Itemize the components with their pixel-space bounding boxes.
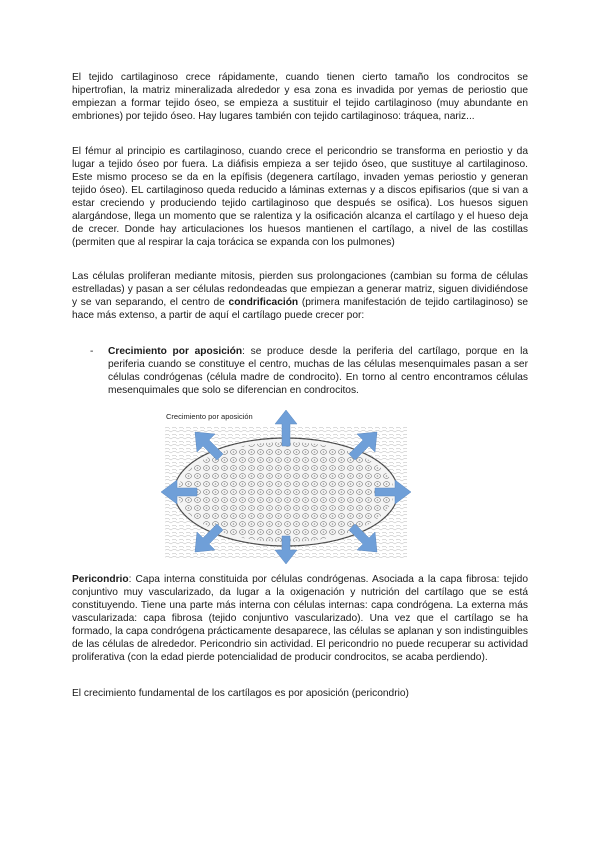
- paragraph-conclusion: El crecimiento fundamental de los cartílagos es por aposición (pericondrio): [72, 688, 409, 699]
- paragraph-cell-proliferation: [72, 270, 528, 322]
- bullet-term: Crecimiento por aposición: [108, 346, 243, 357]
- appositional-growth-figure: [157, 408, 415, 566]
- p3-text-before: Las células proliferan mediante mitosis, pierden sus prolongaciones (cambian su forma de células estrelladas) y pasan a ser células redondeadas que empiezan a generar matriz, siguen dividiéndose y se van separando, el centro de: [72, 271, 528, 308]
- pericondrio-term: Pericondrio: [72, 574, 129, 585]
- bullet-appositional-growth: [72, 345, 528, 397]
- condrificacion-term: condrificación: [228, 297, 299, 308]
- figure-caption: Crecimiento por aposición: [166, 412, 253, 421]
- paragraph-femur: El fémur al principio es cartilaginoso, cuando crece el pericondrio se transforma en periostio y da lugar a tejido óseo por fuera. La diáfisis empieza a ser tejido óseo, que sustituye al cartilaginoso. Este mismo proceso se da en la epífisis (degenera cartílago, invaden yemas periostio y generan tejido óseo). EL cartilaginoso queda reducido a láminas externas y a discos epifisarios (que si van a estar creciendo y produciendo tejido cartilaginoso que después se osifica). Los huesos siguen alargándose, llega un momento que se ralentiza y la osificación alcanza el cartílago y el hueso deja de crecer. Donde hay articulaciones los huesos mantienen el cartílago, a nivel de las costillas (permiten que al respirar la caja torácica se expanda con los pulmones): [72, 146, 528, 248]
- bullet-dash: -: [90, 346, 94, 357]
- paragraph-perichondrium: [72, 573, 528, 664]
- paragraph-cartilage-growth: El tejido cartilaginoso crece rápidamente, cuando tienen cierto tamaño los condrocitos se hipertrofian, la matriz mineralizada alrededor y esa zona es invadida por yemas de periostio que empiezan a formar tejido óseo, se empieza a sustituir el tejido cartilaginoso (muy abundante en embriones) por tejido óseo. Hay lugares también con tejido cartilaginoso: tráquea, nariz...: [72, 72, 528, 122]
- p3-text-after: (primera manifestación de tejido cartilaginoso) se hace más extenso, a partir de aquí el cartílago puede crecer por:: [72, 297, 529, 321]
- bullet-text: : se produce desde la periferia del cartílago, porque en la periferia cuando se constituye el centro, muchas de las células mesenquimales pasan a ser células condrógenas (célula madre de condrocito). En torno al centro encontramos células mesenquimales que solo se diferencian en condrocitos.: [108, 346, 528, 396]
- p4-text: : Capa interna constituida por células condrógenas. Asociada a la capa fibrosa: tejido conjuntivo muy vascularizado, da lugar a la oxigenación y nutrición del cartílago que se está constituyendo. Tiene una parte más interna con células internas: capa condrógena. La externa más vascularizada: capa fibrosa (tejido conjuntivo vascularizado). Una vez que el cartílago se ha formado, la capa condrógena prácticamente desaparece, las células se aplanan y son indistinguibles de las células de alrededor. Pericondrio sin actividad. El pericondrio no puede recuperar su actividad proliferativa (con la edad pierde potencialidad de producir condrocitos, se acaba perdiendo).: [72, 574, 528, 663]
